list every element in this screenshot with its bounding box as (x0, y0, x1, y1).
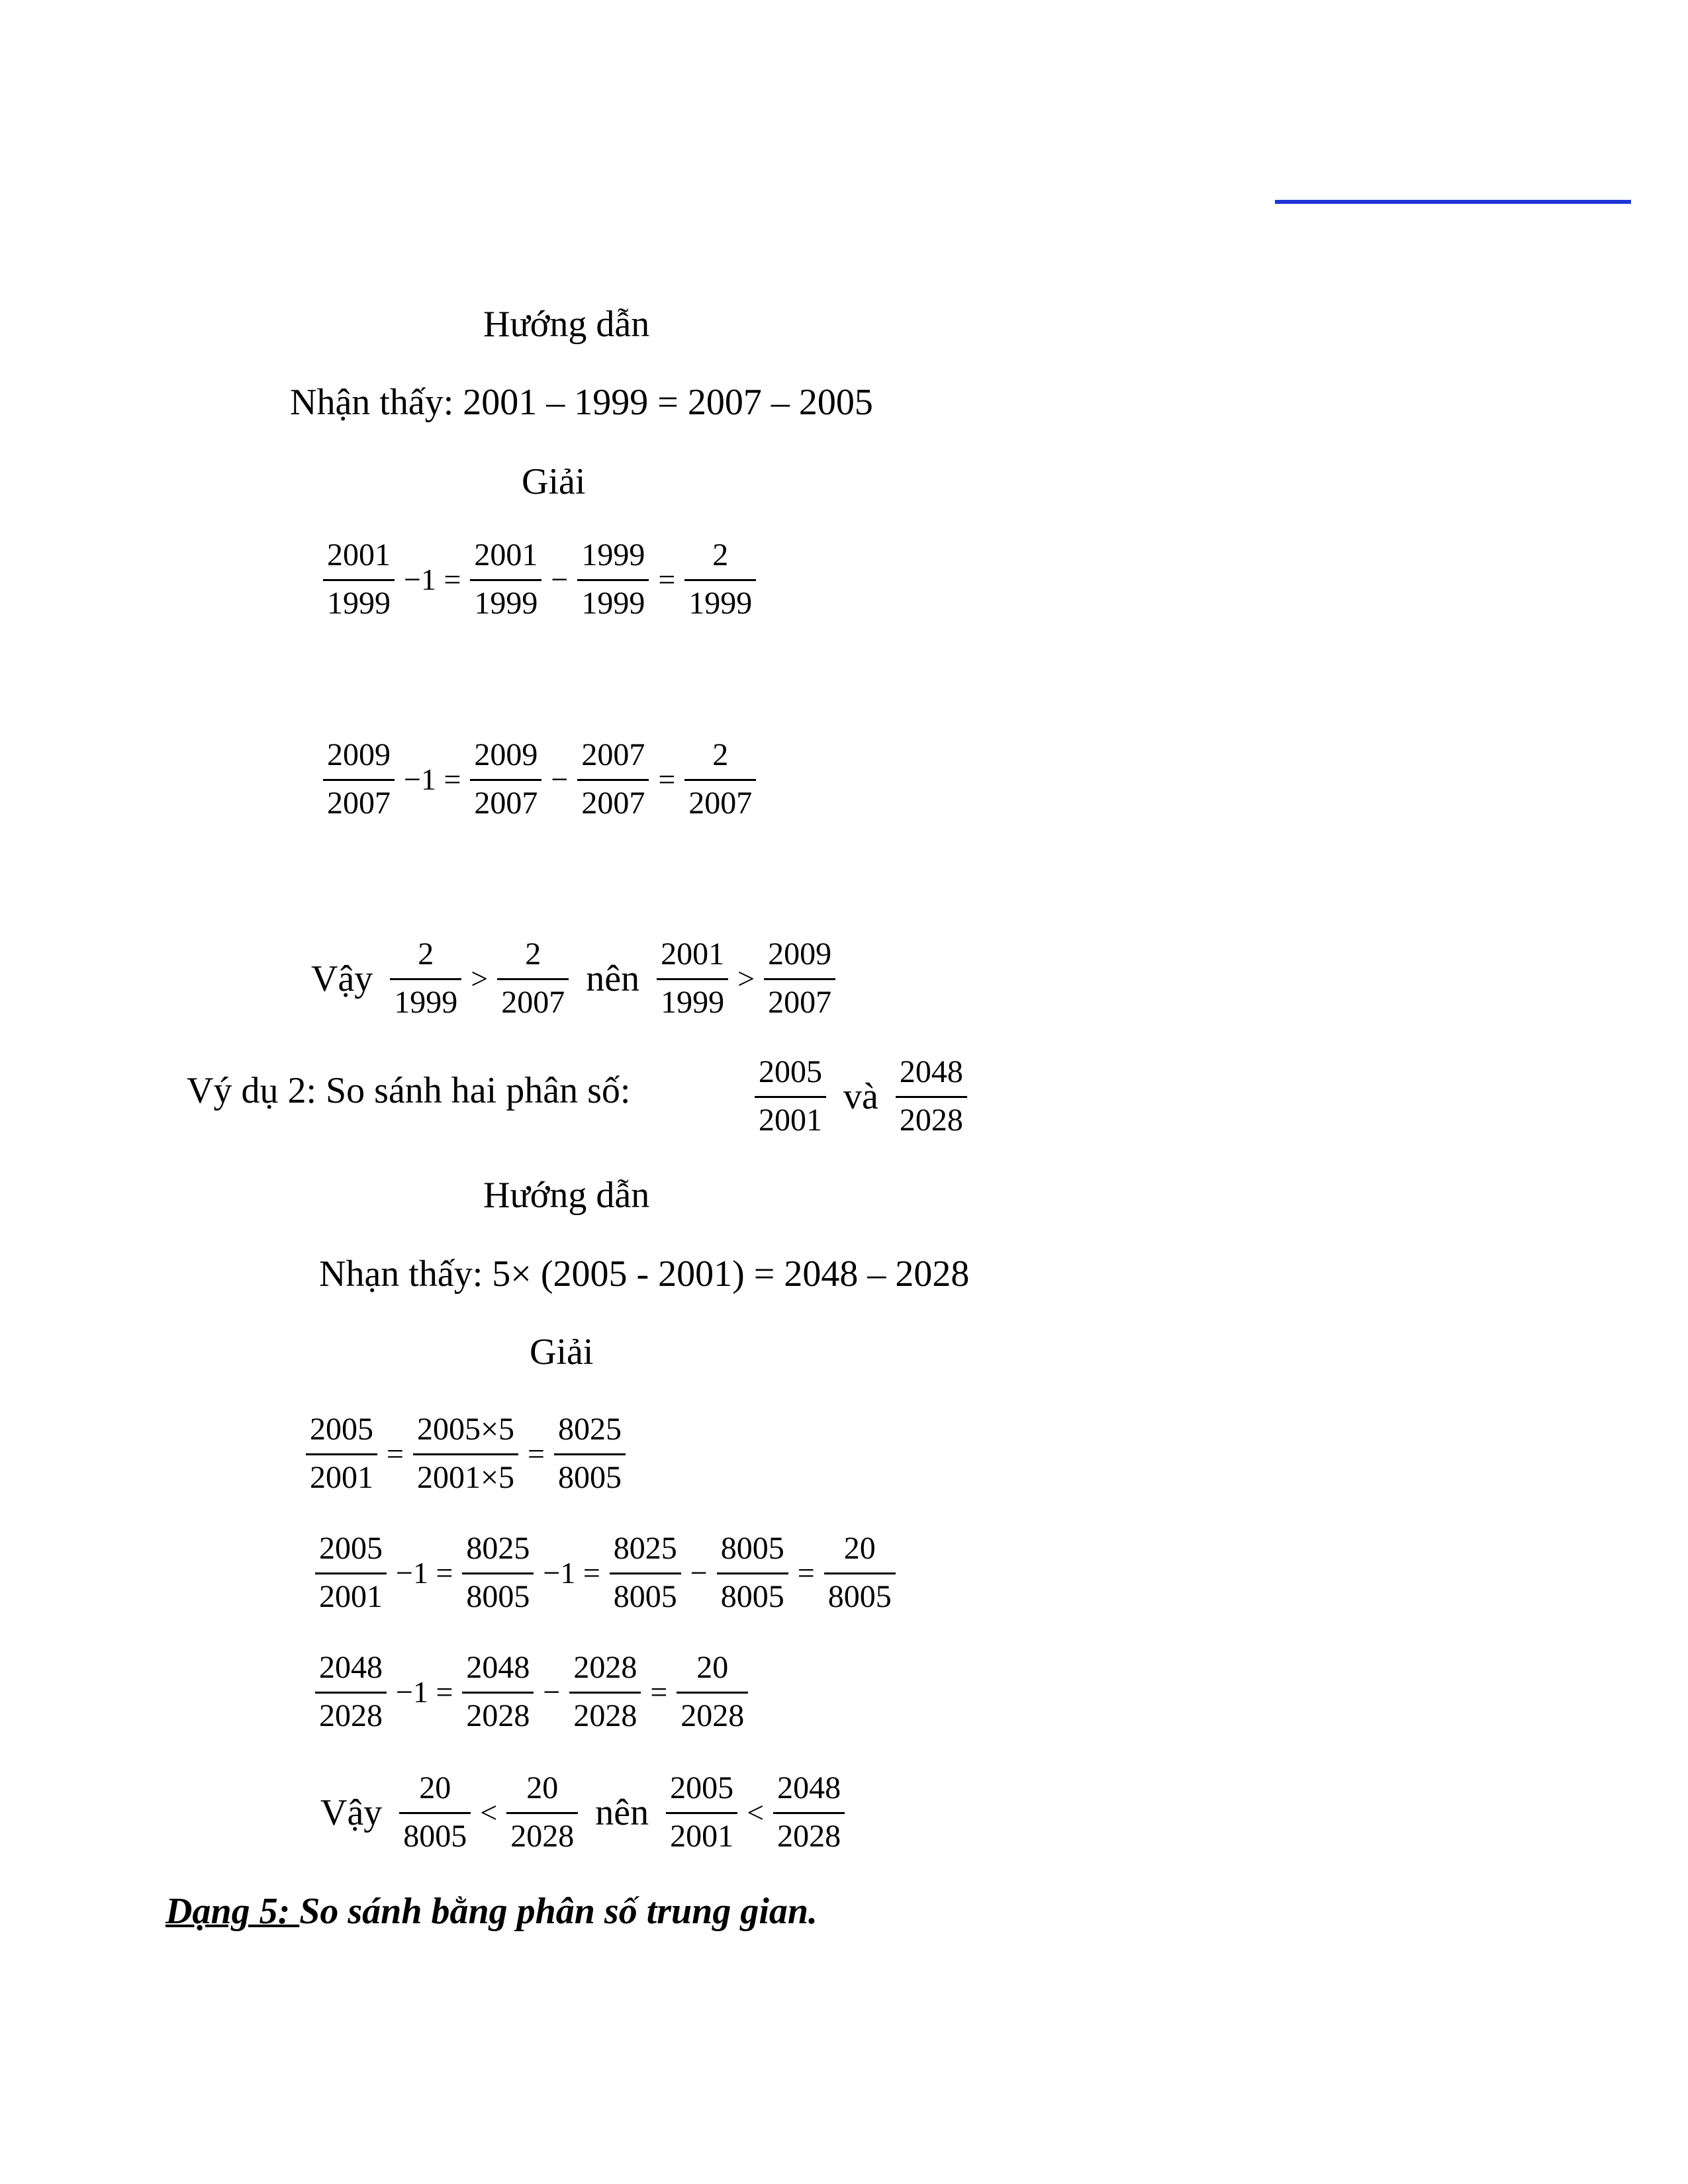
fraction: $\frac{1999}{1999}$ (575, 539, 651, 619)
fraction: $\frac{2028}{2028}$ (567, 1652, 643, 1732)
fraction: $\frac{2048}{2028}$ (459, 1652, 536, 1732)
fraction: $\frac{2048}{2028}$ (312, 1652, 389, 1732)
equation-ex1-line2: $\frac{2009}{2007}$ −1 = $\frac{2009}{2007}$ − $\frac{2007}{2007}$ = $\frac{2}{2007}$ (320, 739, 759, 819)
fraction: $\frac{8025}{8005}$ (459, 1533, 536, 1613)
fraction: $\frac{2048}{2028}$ (771, 1772, 847, 1852)
heading-huong-dan-1: Hướng dẫn (483, 304, 650, 345)
fraction: $\frac{2005}{2001}$ (663, 1772, 740, 1852)
section-title: So sánh bằng phân số trung gian. (299, 1891, 818, 1932)
equation-ex2-line2: $\frac{2005}{2001}$ −1 = $\frac{8025}{8005}$ −1 = $\frac{8025}{8005}$ − $\frac{8005}{8005}$ = $\frac{20}{8005}$ (312, 1533, 898, 1613)
fraction: $\frac{2005}{2001}$ (752, 1056, 829, 1136)
equation-ex2-line1: $\frac{2005}{2001}$ = $\frac{2005\times 5}{2001\times 5}$ = $\frac{8025}{8005}$ (303, 1414, 628, 1494)
fraction: $\frac{2}{1999}$ (387, 938, 464, 1019)
fraction: $\frac{20}{2028}$ (504, 1772, 581, 1852)
section-heading-dang-5 (165, 1890, 818, 1933)
fraction: $\frac{2005}{2001}$ (303, 1414, 380, 1494)
fraction: $\frac{2005\times 5}{2001\times 5}$ (410, 1414, 521, 1494)
fraction: $\frac{8005}{8005}$ (714, 1533, 791, 1613)
fraction: $\frac{8025}{8005}$ (551, 1414, 628, 1494)
header-link-underline[interactable] (1275, 200, 1631, 204)
example-2-fractions: $\frac{2005}{2001}$ và $\frac{2048}{2028}$ (752, 1056, 970, 1136)
fraction: $\frac{2001}{1999}$ (320, 539, 397, 619)
conclusion-ex2: Vậy $\frac{20}{8005}$ < $\frac{20}{2028}$ nên $\frac{2005}{2001}$ < $\frac{2048}{2028}$ (320, 1772, 847, 1852)
fraction: $\frac{20}{8005}$ (397, 1772, 473, 1852)
fraction: $\frac{2005}{2001}$ (312, 1533, 389, 1613)
conclusion-ex1: Vậy $\frac{2}{1999}$ > $\frac{2}{2007}$ nên $\frac{2001}{1999}$ > $\frac{2009}{2007}$ (311, 938, 838, 1019)
heading-giai-2: Giải (530, 1332, 594, 1373)
fraction: $\frac{2}{2007}$ (682, 739, 759, 819)
fraction: $\frac{2}{1999}$ (682, 539, 759, 619)
fraction: $\frac{2009}{2007}$ (761, 938, 838, 1019)
fraction: $\frac{20}{2028}$ (674, 1652, 751, 1732)
fraction: $\frac{2001}{1999}$ (654, 938, 731, 1019)
fraction: $\frac{2048}{2028}$ (893, 1056, 970, 1136)
fraction: $\frac{20}{8005}$ (821, 1533, 898, 1613)
equation-ex1-line1: $\frac{2001}{1999}$ −1 = $\frac{2001}{1999}$ − $\frac{1999}{1999}$ = $\frac{2}{1999}$ (320, 539, 759, 619)
section-label: Dạng 5: (165, 1891, 300, 1932)
heading-huong-dan-2: Hướng dẫn (483, 1175, 650, 1216)
fraction: $\frac{8025}{8005}$ (607, 1533, 684, 1613)
fraction: $\frac{2}{2007}$ (494, 938, 571, 1019)
fraction: $\frac{2009}{2007}$ (320, 739, 397, 819)
observation-2: Nhạn thấy: 5× (2005 - 2001) = 2048 – 2028 (319, 1253, 970, 1295)
equation-ex2-line3: $\frac{2048}{2028}$ −1 = $\frac{2048}{2028}$ − $\frac{2028}{2028}$ = $\frac{20}{2028}$ (312, 1652, 751, 1732)
fraction: $\frac{2009}{2007}$ (467, 739, 544, 819)
example-2-title: Vý dụ 2: So sánh hai phân số: (187, 1070, 631, 1111)
fraction: $\frac{2001}{1999}$ (467, 539, 544, 619)
observation-1: Nhận thấy: 2001 – 1999 = 2007 – 2005 (290, 382, 873, 423)
fraction: $\frac{2007}{2007}$ (575, 739, 651, 819)
heading-giai-1: Giải (522, 461, 586, 502)
